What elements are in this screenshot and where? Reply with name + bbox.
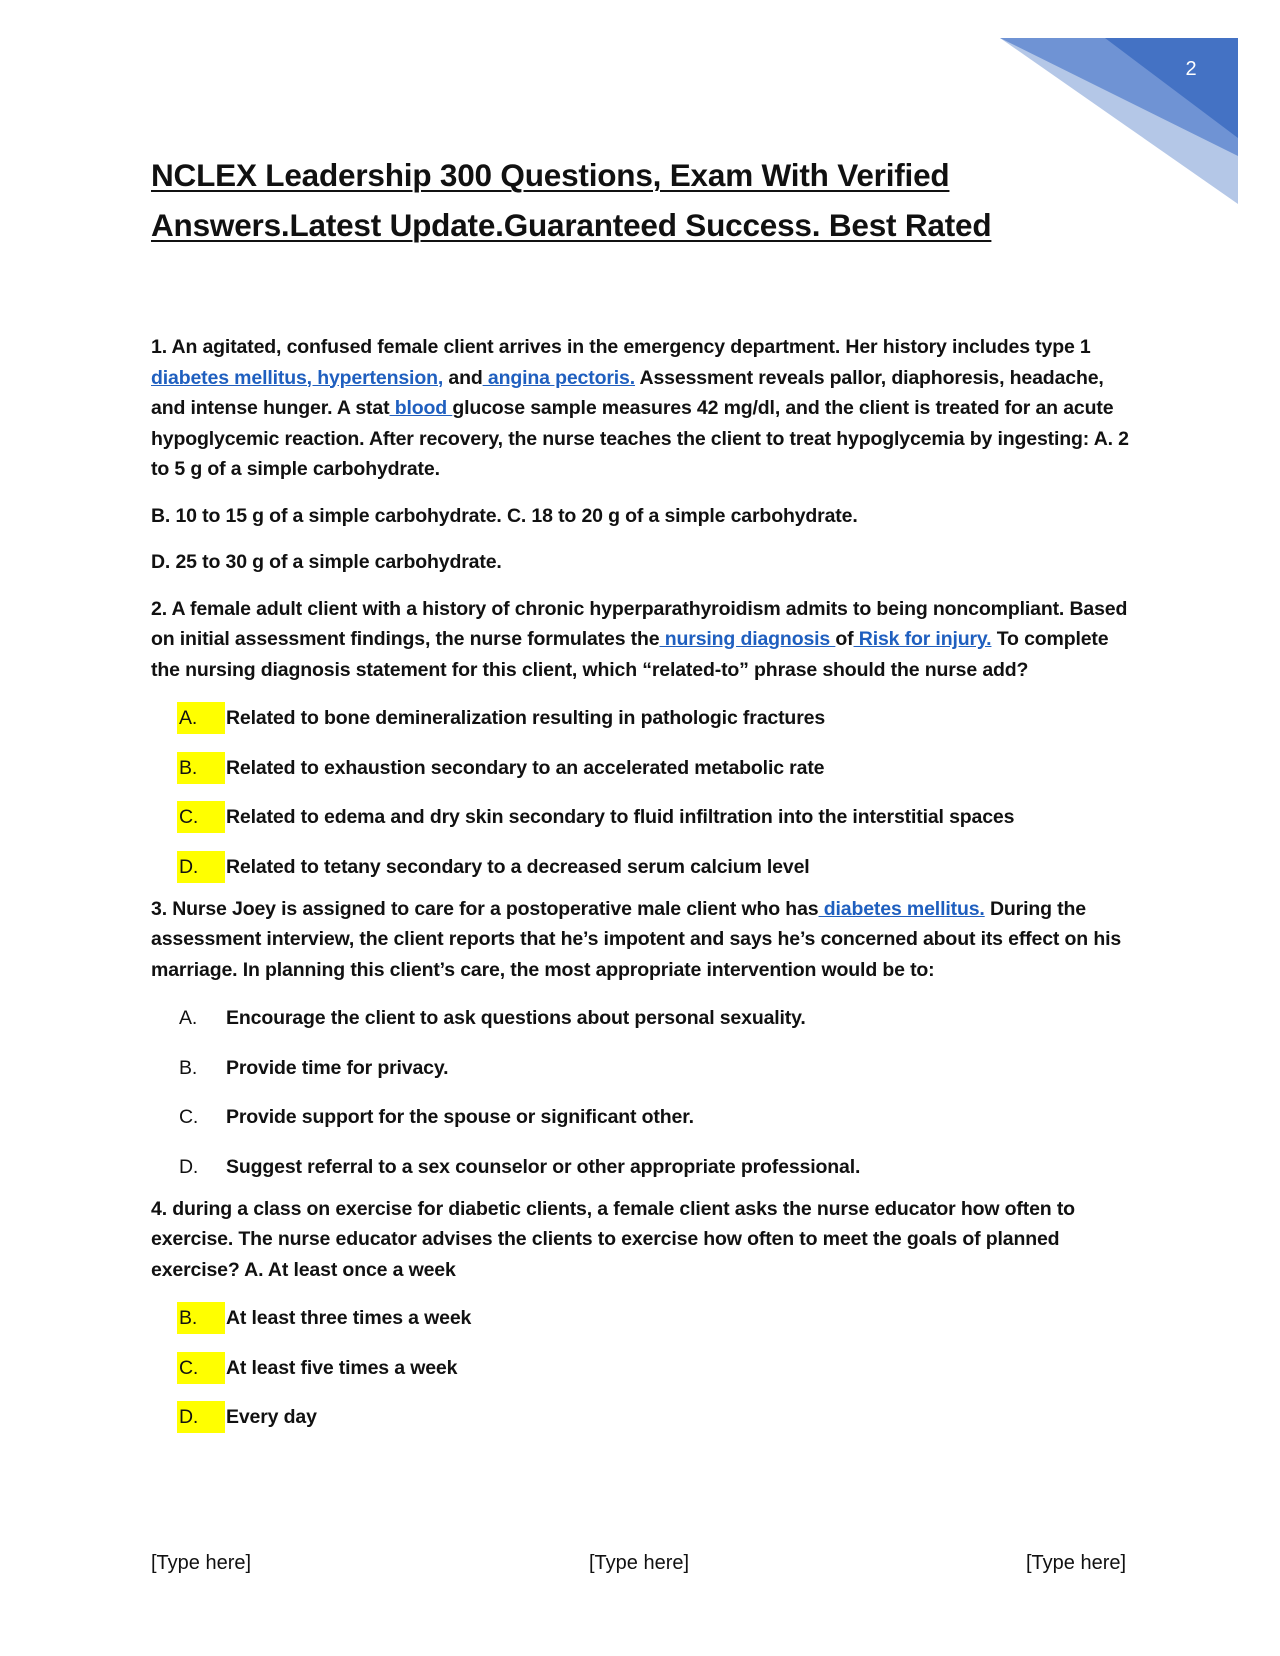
q2-text-2: of [835, 628, 854, 650]
question-1 [151, 332, 1131, 485]
link-diabetes-mellitus[interactable]: diabetes mellitus. [818, 897, 985, 920]
q2-option [151, 800, 1131, 834]
q4-option-letter: C. [177, 1352, 225, 1384]
q3-option [151, 1001, 1131, 1035]
link-risk-for-injury[interactable]: Risk for injury. [853, 628, 992, 650]
q4-option [151, 1400, 1131, 1434]
q2-option [151, 751, 1131, 785]
q1-text-1: 1. An agitated, confused female client arrives in the emergency department. Her history includes type 1 [151, 336, 1091, 358]
link-blood[interactable]: blood [389, 397, 453, 419]
q3-option-letter: C. [179, 1106, 199, 1128]
document-body [151, 332, 1131, 1450]
q1-text-2: and [443, 366, 483, 389]
q3-option-text: Encourage the client to ask questions about personal sexuality. [226, 1007, 806, 1029]
q3-option-text: Provide time for privacy. [226, 1056, 449, 1079]
q2-option-text: Related to exhaustion secondary to an accelerated metabolic rate [226, 756, 825, 779]
title-line-2: Answers.Latest Update.Guaranteed Success. Best Rated [151, 207, 992, 243]
q2-option-text: Related to bone demineralization resulting in pathologic fractures [226, 707, 826, 729]
q2-option-text: Related to edema and dry skin secondary to fluid infiltration into the interstitial spaces [226, 806, 1015, 828]
question-1-options-b-c: B. 10 to 15 g of a simple carbohydrate. C. 18 to 20 g of a simple carbohydrate. [151, 504, 858, 527]
q2-option-letter: C. [177, 801, 225, 833]
q3-option [151, 1150, 1131, 1184]
q2-option [151, 701, 1131, 735]
q4-option-text: Every day [226, 1406, 317, 1428]
q3-text-2: During the assessment interview, the client reports that he’s impotent and says he’s concerned about its effect on his marriage. In planning this client’s care, the most appropriate intervention would be to: [151, 897, 1122, 981]
q3-option-text: Provide support for the spouse or significant other. [226, 1106, 694, 1128]
question-4: 4. during a class on exercise for diabetic clients, a female client asks the nurse educator how often to exercise. The nurse educator advises the clients to exercise how often to meet the goals of planned exercise? A. At least once a week [151, 1197, 1075, 1281]
q2-option-letter: B. [177, 752, 225, 784]
footer-left[interactable]: [Type here] [151, 1552, 252, 1574]
footer-center[interactable]: [Type here] [589, 1552, 690, 1574]
q4-option [151, 1301, 1131, 1335]
q4-option-text: At least three times a week [226, 1307, 472, 1329]
q3-option [151, 1100, 1131, 1134]
question-2 [151, 594, 1131, 686]
question-3 [151, 894, 1151, 986]
link-nursing-diagnosis[interactable]: nursing diagnosis [659, 628, 836, 650]
q2-text-3: To complete the nursing diagnosis statement for this client, which “related-to” phrase should the nurse add? [151, 628, 1109, 681]
q1-text-3: Assessment reveals pallor, diaphoresis, headache, and intense hunger. A stat [151, 366, 1104, 419]
q4-option-letter: D. [177, 1401, 225, 1433]
q2-option-text: Related to tetany secondary to a decreased serum calcium level [226, 855, 810, 878]
q4-option-letter: B. [177, 1302, 225, 1334]
title-line-1: NCLEX Leadership 300 Questions, Exam With Verified [151, 157, 950, 193]
question-1-option-d: D. 25 to 30 g of a simple carbohydrate. [151, 551, 502, 573]
q3-text-1: 3. Nurse Joey is assigned to care for a postoperative male client who has [151, 897, 819, 920]
q3-option-text: Suggest referral to a sex counselor or other appropriate professional. [226, 1155, 861, 1178]
link-angina-pectoris[interactable]: angina pectoris. [482, 366, 636, 389]
q3-option [151, 1051, 1131, 1085]
q3-option-letter: B. [179, 1056, 198, 1079]
q2-option-letter: A. [177, 702, 225, 734]
q4-option [151, 1351, 1131, 1385]
q2-option [151, 850, 1131, 884]
page-number: 2 [1185, 58, 1197, 80]
link-diabetes-hypertension[interactable]: diabetes mellitus, hypertension, [151, 366, 444, 389]
q2-option-letter: D. [177, 851, 225, 883]
q2-text-1: 2. A female adult client with a history of chronic hyperparathyroidism admits to being noncompliant. Based on initial assessment findings, the nurse formulates the [151, 597, 1128, 650]
q3-option-letter: A. [179, 1007, 198, 1029]
q3-option-letter: D. [179, 1155, 199, 1178]
page-title [151, 150, 1051, 250]
footer-right[interactable]: [Type here] [1026, 1552, 1127, 1574]
q4-option-text: At least five times a week [226, 1356, 458, 1379]
q1-text-4: glucose sample measures 42 mg/dl, and the client is treated for an acute hypoglycemic reaction. After recovery, the nurse teaches the client to treat hypoglycemia by ingesting: A. 2 to 5 g of a simple carbohydrate. [151, 397, 1129, 480]
